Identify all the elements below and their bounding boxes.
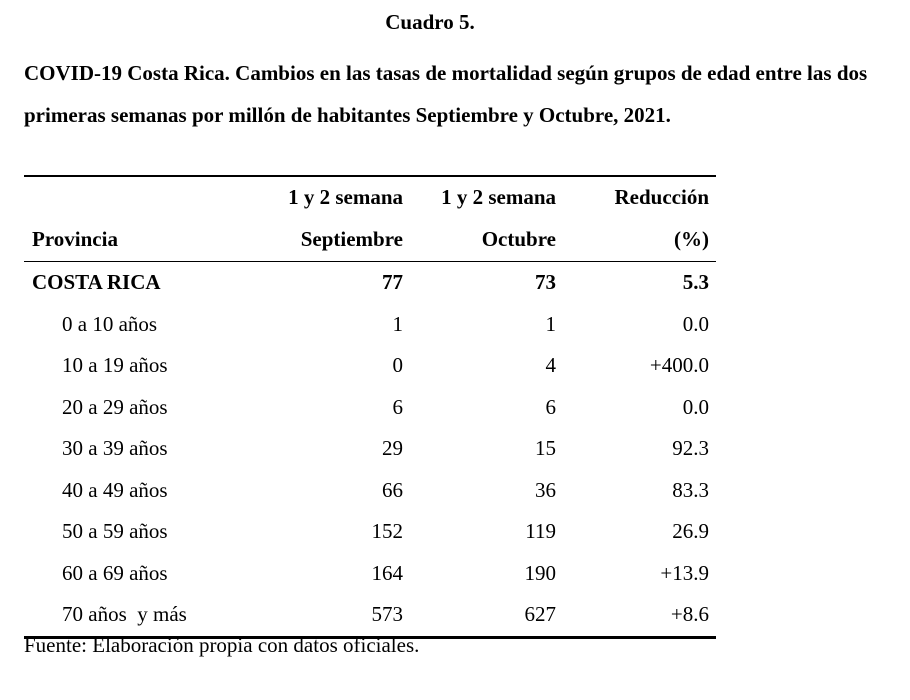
row-oct-value: 190 bbox=[524, 560, 556, 585]
header-oct-line2: Octubre bbox=[481, 227, 556, 251]
table-row-total bbox=[24, 262, 716, 304]
row-red-value: 0.0 bbox=[682, 394, 709, 419]
row-label: 30 a 39 años bbox=[62, 436, 168, 460]
table-row bbox=[24, 345, 716, 387]
row-oct-value: 36 bbox=[535, 477, 556, 502]
row-red-value: 0.0 bbox=[682, 311, 709, 336]
header-sep-line2: Septiembre bbox=[300, 227, 403, 251]
row-red-value: 5.3 bbox=[682, 270, 709, 294]
row-oct-value: 15 bbox=[535, 436, 556, 460]
row-oct-value: 6 bbox=[545, 394, 556, 419]
table-header-row-1 bbox=[24, 177, 716, 219]
row-red-value: 92.3 bbox=[672, 436, 709, 460]
row-label: 0 a 10 años bbox=[62, 311, 158, 336]
row-oct-value: 1 bbox=[545, 311, 556, 336]
header-sep-line1: 1 y 2 semana bbox=[288, 185, 403, 209]
row-oct-value: 4 bbox=[545, 353, 556, 377]
table-row bbox=[24, 511, 716, 553]
table-header-row-2 bbox=[24, 219, 716, 261]
row-sep-value: 152 bbox=[371, 519, 403, 543]
table-row bbox=[24, 553, 716, 595]
row-sep-value: 573 bbox=[371, 602, 403, 626]
row-sep-value: 66 bbox=[382, 477, 403, 502]
row-label: 20 a 29 años bbox=[62, 394, 168, 419]
row-oct-value: 119 bbox=[525, 519, 556, 543]
table-source-note: Fuente: Elaboración propia con datos oficiales. bbox=[24, 633, 420, 657]
row-oct-value: 627 bbox=[524, 602, 556, 626]
table-row bbox=[24, 387, 716, 429]
row-label: 50 a 59 años bbox=[62, 519, 168, 543]
table-caption-title: COVID-19 Costa Rica. Cambios en las tasas de mortalidad según grupos de edad entre las dos primeras semanas por millón de habitantes Septiembre y Octubre, 2021. bbox=[24, 61, 868, 127]
row-red-value: 83.3 bbox=[672, 477, 709, 502]
header-provincia: Provincia bbox=[32, 227, 118, 251]
table-row bbox=[24, 304, 716, 346]
table-row bbox=[24, 470, 716, 512]
row-sep-value: 1 bbox=[392, 311, 403, 336]
row-label: COSTA RICA bbox=[32, 270, 161, 294]
row-label: 60 a 69 años bbox=[62, 560, 168, 585]
row-label: 10 a 19 años bbox=[62, 353, 168, 377]
row-oct-value: 73 bbox=[535, 270, 556, 294]
header-red-line1: Reducción bbox=[614, 185, 709, 209]
table-row bbox=[24, 428, 716, 470]
row-red-value: +13.9 bbox=[660, 560, 709, 585]
row-sep-value: 6 bbox=[392, 394, 403, 419]
header-oct-line1: 1 y 2 semana bbox=[441, 185, 556, 209]
row-sep-value: 29 bbox=[382, 436, 403, 460]
table-row bbox=[24, 594, 716, 636]
row-red-value: +8.6 bbox=[670, 602, 709, 626]
row-red-value: +400.0 bbox=[649, 353, 709, 377]
header-red-line2: (%) bbox=[674, 227, 709, 251]
row-sep-value: 77 bbox=[382, 270, 403, 294]
mortality-table bbox=[24, 175, 716, 639]
table-caption-number: Cuadro 5. bbox=[385, 10, 475, 34]
row-sep-value: 0 bbox=[392, 353, 403, 377]
row-label: 40 a 49 años bbox=[62, 477, 168, 502]
row-sep-value: 164 bbox=[371, 560, 403, 585]
row-red-value: 26.9 bbox=[672, 519, 709, 543]
row-label: 70 años y más bbox=[62, 602, 187, 626]
